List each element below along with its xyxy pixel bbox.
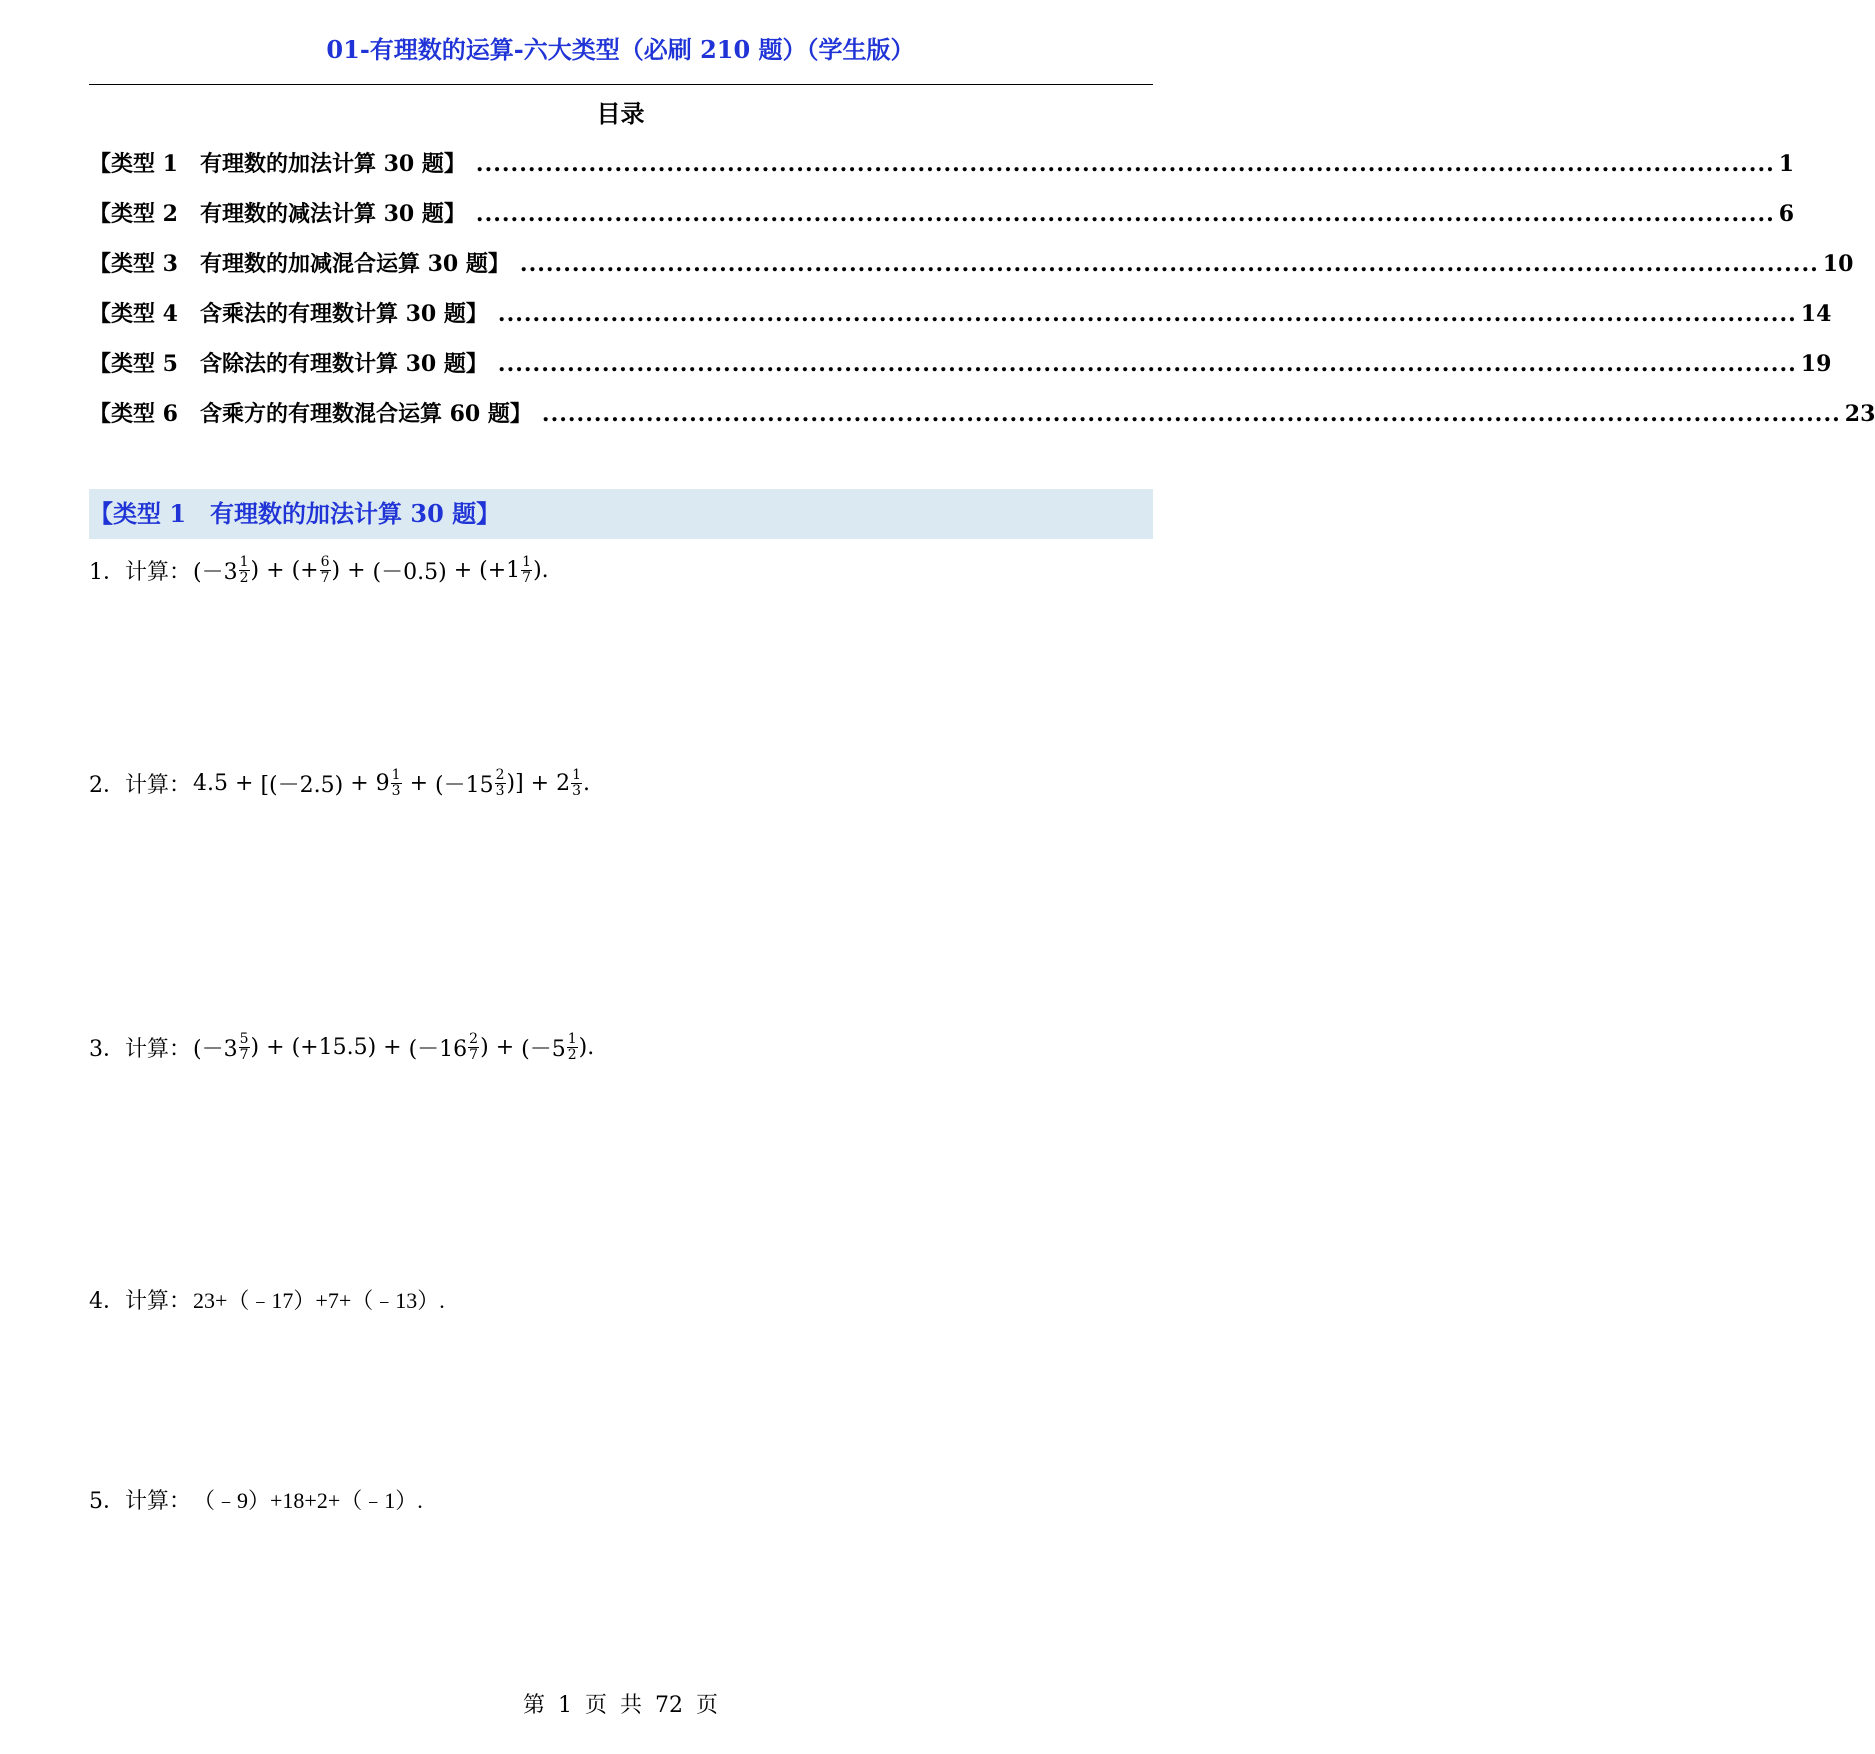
fraction: [391, 768, 402, 799]
toc-entry-label: 【类型 2 有理数的减法计算 30 题】: [89, 201, 466, 227]
section-header: [89, 489, 1153, 539]
fraction: [571, 768, 582, 799]
numerator: 5: [239, 1031, 249, 1047]
fraction: [239, 555, 250, 586]
plus-operator: +: [530, 771, 550, 796]
plus-operator: +: [266, 558, 285, 583]
toc-entry-page: 14: [1800, 301, 1832, 327]
fraction: [567, 1032, 578, 1063]
problem-number: 4．: [89, 1289, 125, 1314]
numerator: 1: [239, 554, 249, 570]
plus-operator: +: [266, 1035, 285, 1060]
problem-label: 计算：: [125, 773, 192, 798]
plus-operator: +: [383, 1035, 402, 1060]
expr-term: ): [480, 1035, 489, 1060]
problem-3: [89, 1032, 594, 1063]
numerator: 1: [567, 1031, 577, 1047]
denominator: 7: [320, 570, 330, 586]
expr-term: .: [583, 771, 591, 796]
plus-operator: +: [409, 771, 428, 796]
problem-label: 计算：: [125, 1289, 192, 1314]
toc-leader-dots: ......................................................................................................................................................: [475, 201, 1775, 227]
denominator: 3: [495, 783, 505, 799]
toc-leader-dots: ......................................................................................................................................................: [541, 401, 1841, 427]
expr-term: (+1: [479, 558, 521, 583]
expr-term: (+15.5): [291, 1035, 377, 1060]
numerator: 1: [572, 767, 582, 783]
expr-term: (－15: [435, 773, 494, 798]
expr-term: ): [250, 558, 260, 583]
denominator: 2: [239, 570, 249, 586]
expr-term: (－3: [193, 1037, 238, 1062]
plus-operator: +: [347, 558, 366, 583]
toc-entry-label: 【类型 4 含乘法的有理数计算 30 题】: [89, 301, 488, 327]
fraction: [468, 1032, 479, 1063]
expr-term: 9: [375, 771, 390, 796]
numerator: 2: [495, 767, 505, 783]
toc-entry-label: 【类型 6 含乘方的有理数混合运算 60 题】: [89, 401, 532, 427]
plus-operator: +: [453, 558, 473, 583]
toc-leader-dots: ......................................................................................................................................................: [497, 301, 1797, 327]
toc-heading: 目录: [596, 99, 645, 128]
expr-term: (+: [291, 558, 319, 583]
expr-term: (－5: [521, 1037, 566, 1062]
denominator: 3: [572, 783, 582, 799]
problem-1: [89, 555, 549, 586]
toc-entry-label: 【类型 1 有理数的加法计算 30 题】: [89, 151, 466, 177]
toc-leader-dots: ......................................................................................................................................................: [519, 251, 1819, 277]
header-divider: [89, 84, 1153, 85]
fraction: [320, 555, 331, 586]
problem-label: 计算：: [125, 1037, 192, 1062]
problem-number: 5．: [89, 1489, 125, 1514]
page-footer: 第 1 页 共 72 页: [523, 1693, 718, 1718]
expr-term: ).: [533, 558, 549, 583]
toc-entry-page: 23: [1844, 401, 1875, 427]
problem-number: 1．: [89, 560, 125, 585]
toc-entry-page: 6: [1778, 201, 1795, 227]
denominator: 7: [522, 570, 532, 586]
expr-term: )]: [506, 771, 524, 796]
toc-entry-5[interactable]: [89, 347, 1832, 397]
expr-term: ).: [578, 1035, 595, 1060]
problem-expression: [193, 768, 590, 799]
toc-entry-3[interactable]: [89, 247, 1854, 297]
toc-entry-label: 【类型 5 含除法的有理数计算 30 题】: [89, 351, 488, 377]
fraction: [495, 768, 506, 799]
expr-term: ): [331, 558, 341, 583]
plus-operator: +: [495, 1035, 515, 1060]
expr-term: (－0.5): [372, 560, 447, 585]
toc-entry-2[interactable]: [89, 197, 1795, 247]
denominator: 2: [567, 1047, 577, 1063]
problem-2: [89, 768, 590, 799]
problem-expression: [193, 1032, 594, 1063]
table-of-contents: [89, 147, 1875, 447]
toc-entry-page: 10: [1822, 251, 1854, 277]
expr-term: [(－2.5): [260, 773, 344, 798]
problem-expression: （﹣9）+18+2+（﹣1）.: [193, 1488, 423, 1513]
expr-term: (－3: [193, 560, 238, 585]
problem-expression: [193, 555, 549, 586]
expr-term: 2: [556, 771, 571, 796]
toc-entry-1[interactable]: [89, 147, 1795, 197]
fraction: [521, 555, 532, 586]
expr-term: ): [250, 1035, 260, 1060]
numerator: 6: [320, 554, 330, 570]
problem-4: [89, 1284, 445, 1315]
denominator: 3: [391, 783, 401, 799]
problem-5: [89, 1484, 423, 1515]
toc-leader-dots: ......................................................................................................................................................: [475, 151, 1775, 177]
denominator: 7: [469, 1047, 479, 1063]
toc-entry-label: 【类型 3 有理数的加减混合运算 30 题】: [89, 251, 510, 277]
expr-term: (－16: [408, 1037, 468, 1062]
numerator: 1: [522, 554, 532, 570]
toc-entry-6[interactable]: [89, 397, 1875, 447]
problem-number: 3．: [89, 1037, 125, 1062]
problem-number: 2．: [89, 773, 125, 798]
section-title: 【类型 1 有理数的加法计算 30 题】: [89, 499, 501, 528]
numerator: 2: [469, 1031, 479, 1047]
denominator: 7: [239, 1047, 249, 1063]
document-title: 01-有理数的运算-六大类型（必刷 210 题）（学生版）: [326, 35, 915, 64]
plus-operator: +: [350, 771, 369, 796]
problem-label: 计算：: [125, 1489, 192, 1514]
problem-expression: 23+（﹣17）+7+（﹣13）.: [193, 1288, 445, 1313]
plus-operator: +: [235, 771, 254, 796]
numerator: 1: [391, 767, 401, 783]
fraction: [239, 1032, 250, 1063]
toc-entry-4[interactable]: [89, 297, 1832, 347]
toc-entry-page: 1: [1778, 151, 1795, 177]
toc-entry-page: 19: [1800, 351, 1832, 377]
toc-leader-dots: ......................................................................................................................................................: [497, 351, 1797, 377]
problem-label: 计算：: [125, 560, 192, 585]
expr-term: 4.5: [193, 771, 229, 796]
